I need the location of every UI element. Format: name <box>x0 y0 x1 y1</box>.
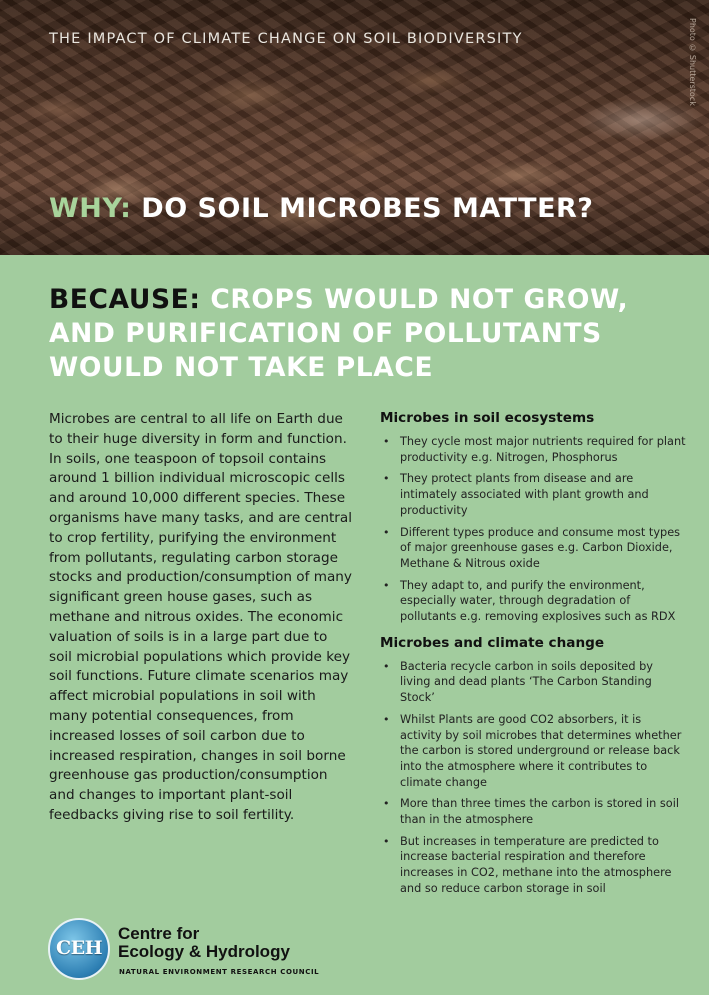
bullet-icon: • <box>383 525 390 539</box>
photo-credit: Photo © Shutterstock <box>688 18 697 106</box>
list-item <box>380 525 686 572</box>
list-item <box>380 796 686 827</box>
organisation-name-line-1: Centre for <box>118 924 200 943</box>
list-item-text: They cycle most major nutrients required for plant productivity e.g. Nitrogen, Phosphorus <box>400 435 686 464</box>
bullet-list <box>380 434 686 625</box>
bullet-icon: • <box>383 435 390 448</box>
hero-soil-photo <box>0 0 709 255</box>
bullet-icon: • <box>383 712 390 726</box>
list-item <box>380 434 686 465</box>
section-heading: Microbes and climate change <box>380 634 605 651</box>
bullet-icon: • <box>383 472 390 486</box>
parent-council-name: NATURAL ENVIRONMENT RESEARCH COUNCIL <box>119 968 320 976</box>
series-subtitle: THE IMPACT OF CLIMATE CHANGE ON SOIL BIODIVERSITY <box>49 31 523 47</box>
list-item-text: More than three times the carbon is stored in soil than in the atmosphere <box>400 797 679 827</box>
list-item-text: They protect plants from disease and are intimately associated with plant growth and productivity <box>400 472 649 517</box>
bullet-icon: • <box>383 578 390 592</box>
list-item-text: Bacteria recycle carbon in soils deposited by living and dead plants ‘The Carbon Standing Stock’ <box>400 659 653 705</box>
list-item-text: Whilst Plants are good CO2 absorbers, it is activity by soil microbes that determines whether the carbon is stored underground or release back into the atmosphere where it contributes to climate change <box>400 712 682 789</box>
list-item <box>380 659 686 706</box>
section-heading: Microbes in soil ecosystems <box>380 410 595 426</box>
list-item <box>380 471 686 518</box>
intro-paragraph: Microbes are central to all life on Earth due to their huge diversity in form and function. In soils, one teaspoon of topsoil contains around 1 billion individual microscopic cells and around 10,000 different species. These organisms have many tasks, and are central to crop fertility, purifying the environment from pollutants, regulating carbon storage stocks and production/consumption of many significant green house gases, such as methane and nitrous oxides. The economic valuation of soils is in a large part due to soil microbial populations which provide key soil functions. Future climate scenarios may affect microbial populations in soil with many potential consequences, from increased losses of soil carbon due to increased respiration, changes in soil borne greenhouse gas production/consumption and changes to important plant-soil feedbacks giving rise to soil fertility. <box>49 411 352 823</box>
bullet-icon: • <box>383 659 390 673</box>
info-column <box>380 410 686 903</box>
bullet-icon: • <box>383 797 390 811</box>
list-item <box>380 712 686 791</box>
bullet-icon: • <box>383 834 390 848</box>
list-item <box>380 578 686 625</box>
section-climate-change <box>380 635 686 897</box>
title-accent: WHY: <box>49 193 132 224</box>
section-soil-ecosystems <box>380 410 686 625</box>
organisation-name-line-2: Ecology & Hydrology <box>118 942 290 961</box>
because-rest: CROPS WOULD NOT GROW, AND PURIFICATION OF POLLUTANTS WOULD NOT TAKE PLACE <box>49 284 629 383</box>
because-lead: BECAUSE: <box>49 284 201 315</box>
because-statement <box>49 283 649 385</box>
list-item-text: Different types produce and consume most types of major greenhouse gases e.g. Carbon Dioxide, Methane & Nitrous oxide <box>400 525 681 570</box>
list-item <box>380 834 686 897</box>
ceh-logo-letters: CEH <box>55 937 103 959</box>
list-item-text: But increases in temperature are predicted to increase bacterial respiration and therefore increases in CO2, methane into the atmosphere and so reduce carbon storage in soil <box>400 834 672 895</box>
title-rest: DO SOIL MICROBES MATTER? <box>131 193 594 224</box>
ceh-logo <box>48 918 368 982</box>
bullet-list <box>380 659 686 897</box>
list-item-text: They adapt to, and purify the environment, especially water, through degradation of pollutants e.g. removing explosives such as RDX <box>400 578 676 624</box>
page-title <box>49 193 593 224</box>
